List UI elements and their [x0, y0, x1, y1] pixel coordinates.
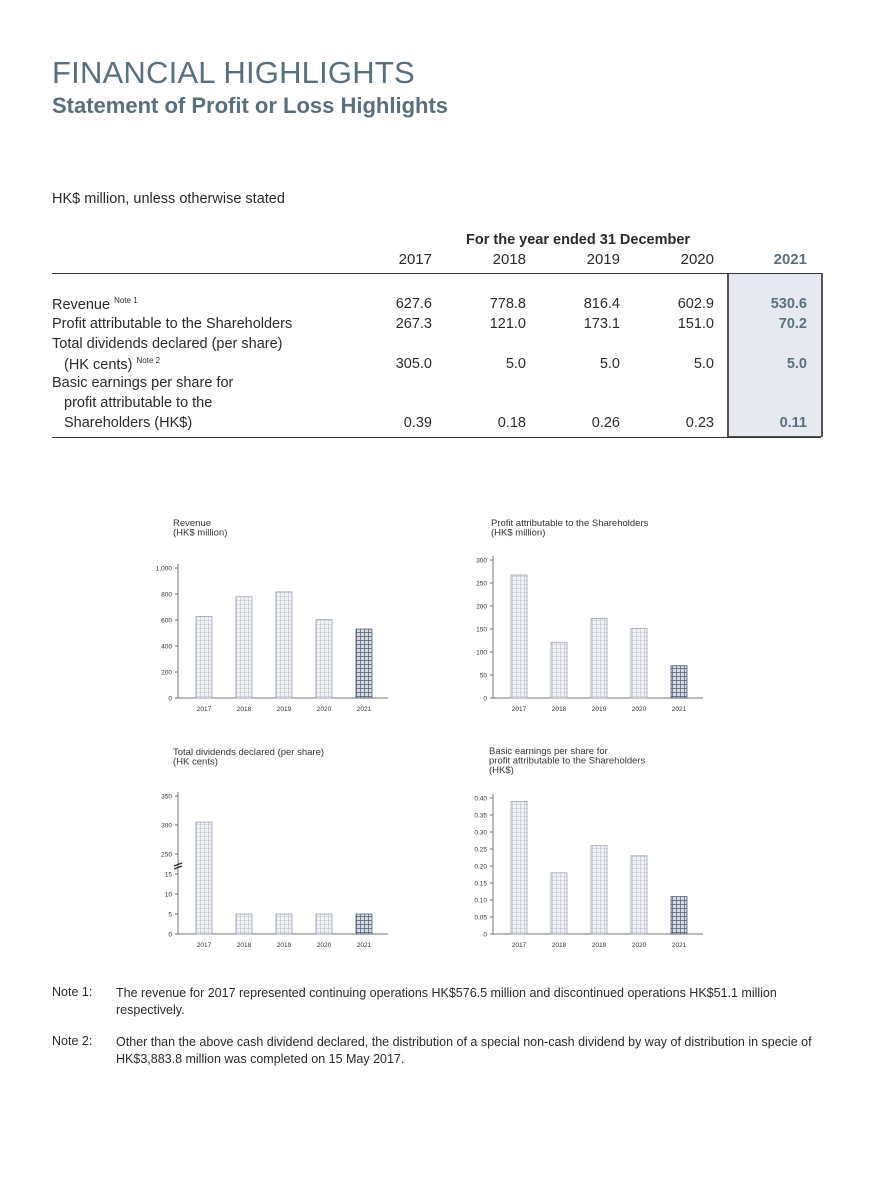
table-bottom-rule [52, 437, 821, 438]
y-tick-label: 0.20 [474, 863, 487, 871]
year-header-2019: 2019 [586, 251, 620, 268]
x-tick-label: 2019 [591, 706, 607, 713]
y-tick-label: 400 [161, 643, 172, 651]
chart-title: Total dividends declared (per share) [173, 747, 325, 758]
table-cell: 627.6 [395, 296, 432, 312]
y-tick-label: 0.30 [474, 829, 487, 837]
x-tick-label: 2021 [671, 942, 687, 949]
page-subtitle: Statement of Profit or Loss Highlights [52, 93, 449, 118]
y-tick-label: 200 [161, 669, 172, 677]
note-2-tag: Note 2: [52, 1034, 93, 1048]
table-cell-highlight: 5.0 [786, 356, 807, 372]
page-title: FINANCIAL HIGHLIGHTS [52, 55, 415, 90]
bar-2021 [356, 914, 372, 934]
bar-2018 [236, 597, 252, 698]
chart-title: Revenue [173, 518, 212, 529]
bar-2020 [316, 620, 332, 698]
note-ref: Note 1 [114, 296, 138, 305]
y-tick-label: 0.35 [474, 812, 487, 820]
chart-title: profit attributable to the Shareholders [489, 755, 646, 767]
x-tick-label: 2020 [631, 706, 647, 713]
bar-2019 [276, 592, 292, 698]
chart-title: Profit attributable to the Shareholders [491, 518, 649, 529]
table-cell: 602.9 [677, 296, 714, 312]
x-tick-label: 2021 [671, 706, 687, 713]
chart-title: (HK cents) [173, 756, 218, 768]
row-label-dividends-unit: (HK cents) $^{Note 2}$ [64, 356, 161, 373]
bar-charts [0, 500, 890, 960]
year-header-2018: 2018 [492, 251, 526, 268]
x-tick-label: 2020 [316, 942, 332, 949]
chart-title: (HK$ million) [173, 527, 228, 539]
year-header-2021: 2021 [773, 251, 807, 268]
table-cell: 173.1 [583, 316, 620, 332]
table-cell-highlight: 0.11 [779, 415, 807, 431]
bar-2020 [316, 914, 332, 934]
row-label-profit: Profit attributable to the Shareholders [52, 316, 293, 332]
y-tick-label: 0.05 [474, 914, 487, 922]
unit-note: HK$ million, unless otherwise stated [52, 191, 285, 207]
table-cell: 5.0 [599, 356, 620, 372]
bar-2021 [671, 666, 687, 698]
bar-2019 [591, 618, 607, 698]
bar-2020 [631, 856, 647, 934]
y-tick-label: 50 [479, 672, 487, 680]
table-cell-highlight: 70.2 [778, 316, 807, 332]
year-header-2020: 2020 [680, 251, 714, 268]
x-tick-label: 2019 [276, 706, 292, 713]
table-cell: 816.4 [583, 296, 620, 312]
y-tick-label: 0 [483, 695, 487, 703]
note-1-text: The revenue for 2017 represented continuing operations HK$576.5 million and discontinued operations HK$51.1 million respectively. [116, 986, 777, 1017]
table-cell: 267.3 [395, 316, 432, 332]
y-tick-label: 10 [164, 891, 172, 899]
table-cell-highlight: 530.6 [770, 296, 807, 312]
table-top-rule [52, 273, 821, 274]
y-tick-label: 600 [161, 617, 172, 625]
y-tick-label: 15 [164, 871, 172, 879]
y-tick-label: 0.10 [474, 897, 487, 905]
y-tick-label: 0.15 [474, 880, 487, 888]
table-cell: 0.18 [497, 415, 526, 431]
y-tick-label: 0.40 [474, 795, 487, 803]
y-tick-label: 300 [161, 822, 172, 830]
table-cell: 0.23 [685, 415, 714, 431]
x-tick-label: 2018 [551, 706, 567, 713]
row-label-eps: Basic earnings per share for [52, 375, 234, 391]
bar-2021 [356, 629, 372, 698]
x-tick-label: 2018 [236, 706, 252, 713]
y-tick-label: 0 [168, 695, 172, 703]
bar-2017 [511, 801, 527, 934]
y-tick-label: 150 [476, 626, 487, 634]
bar-2020 [631, 629, 647, 698]
y-tick-label: 250 [476, 580, 487, 588]
x-tick-label: 2020 [631, 942, 647, 949]
chart-title: (HK$ million) [491, 527, 546, 539]
x-tick-label: 2018 [236, 942, 252, 949]
bar-2017 [511, 575, 527, 698]
y-tick-label: 0 [168, 931, 172, 939]
row-label-revenue: Revenue $^{Note 1}$ [52, 296, 138, 313]
table-cell: 305.0 [395, 356, 432, 372]
bar-2017 [196, 616, 212, 698]
y-tick-label: 250 [161, 851, 172, 859]
note-2-text: Other than the above cash dividend declared, the distribution of a special non-cash dividend by way of distribution in specie of HK$3,883.8 million was completed on 15 May 2017. [116, 1035, 812, 1066]
table-cell: 0.39 [403, 415, 432, 431]
chart-title: Basic earnings per share for [489, 746, 608, 757]
row-label-eps-line2: profit attributable to the [64, 395, 213, 411]
y-tick-label: 300 [476, 557, 487, 565]
x-tick-label: 2017 [196, 942, 212, 949]
bar-2019 [276, 914, 292, 934]
table-cell: 0.26 [591, 415, 620, 431]
x-tick-label: 2021 [356, 706, 372, 713]
y-tick-label: 1,000 [155, 565, 172, 573]
x-tick-label: 2017 [511, 706, 527, 713]
chart-title: (HK$) [489, 765, 514, 776]
x-tick-label: 2019 [276, 942, 292, 949]
table-cell: 5.0 [505, 356, 526, 372]
period-label: For the year ended 31 December [466, 232, 691, 248]
y-tick-label: 100 [476, 649, 487, 657]
x-tick-label: 2019 [591, 942, 607, 949]
table-cell: 121.0 [489, 316, 526, 332]
bar-2019 [591, 846, 607, 934]
y-tick-label: 5 [168, 911, 172, 919]
bar-2018 [236, 914, 252, 934]
x-tick-label: 2021 [356, 942, 372, 949]
x-tick-label: 2017 [511, 942, 527, 949]
x-tick-label: 2017 [196, 706, 212, 713]
x-tick-label: 2020 [316, 706, 332, 713]
bar-2017 [196, 822, 212, 934]
bar-2018 [551, 873, 567, 934]
note-1-tag: Note 1: [52, 985, 93, 999]
note-ref: Note 2 [136, 356, 161, 365]
y-tick-label: 0.25 [474, 846, 487, 854]
table-cell: 778.8 [489, 296, 526, 312]
year-header-2017: 2017 [398, 251, 432, 268]
bar-2021 [671, 897, 687, 934]
x-tick-label: 2018 [551, 942, 567, 949]
row-label-eps-line3: Shareholders (HK$) [64, 415, 193, 431]
row-label-dividends: Total dividends declared (per share) [52, 336, 283, 352]
y-tick-label: 350 [161, 793, 172, 801]
bar-2018 [551, 642, 567, 698]
y-tick-label: 0 [483, 931, 487, 939]
table-cell: 5.0 [693, 356, 714, 372]
y-tick-label: 800 [161, 591, 172, 599]
y-tick-label: 200 [476, 603, 487, 611]
table-cell: 151.0 [677, 316, 714, 332]
